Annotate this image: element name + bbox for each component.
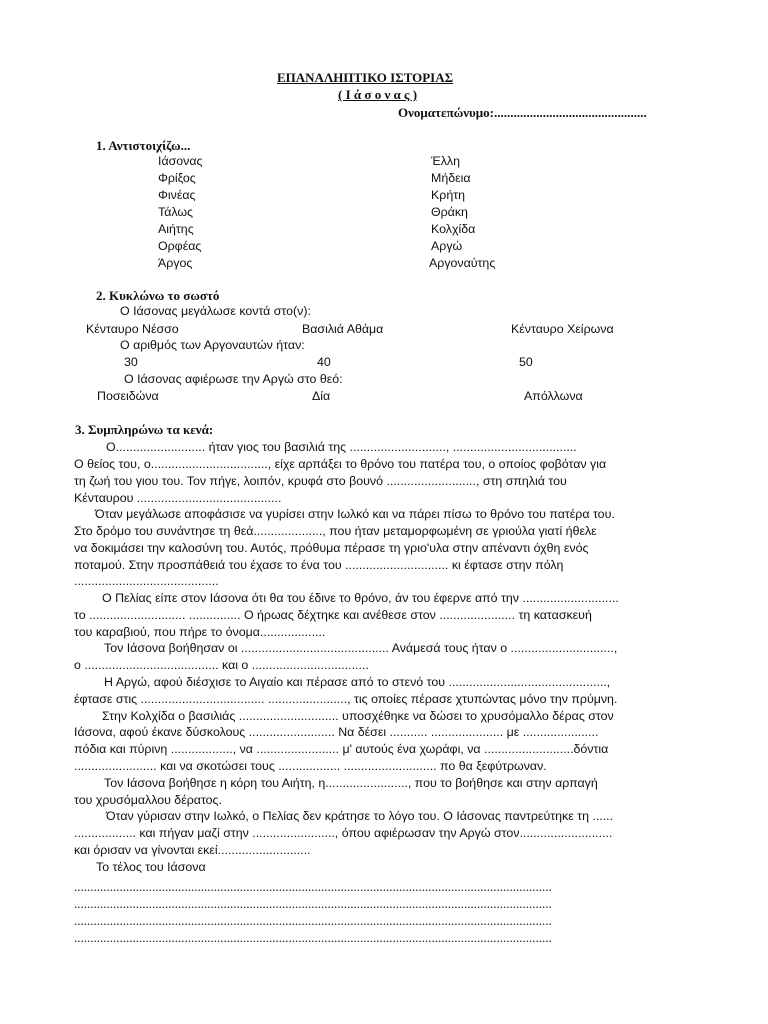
fill-line: .................. και πήγαν μαζί στην ........................, όπου αφιέρωσαν την Αργώ στον...........................	[74, 826, 613, 840]
fill-line: να δοκιμάσει την καλοσύνη του. Αυτός, πρόθυμα πέρασε τη γριο'υλα στην απέναντι όχθη ενός	[74, 541, 589, 555]
fill-line: Στην Κολχίδα ο βασιλιάς ............................. υποσχέθηκε να δώσει το χρυσόμαλλο δέρας στον	[102, 709, 614, 723]
fill-line: και όρισαν να γίνονται εκεί...........................	[74, 843, 311, 857]
fill-line: Κένταυρου ..........................................	[74, 491, 282, 505]
fill-line: Όταν γύρισαν στην Ιωλκό, ο Πελίας δεν κράτησε το λόγο του. Ο Ιάσονας παντρεύτηκε τη ......	[106, 809, 614, 823]
match-left-item: Άργος	[158, 256, 193, 270]
section2-heading: 2. Κυκλώνω το σωστό	[96, 288, 220, 303]
q3-option: Ποσειδώνα	[97, 389, 159, 403]
match-left-item: Ιάσονας	[158, 154, 203, 168]
q2-option: 50	[519, 355, 533, 369]
question-2: Ο αριθμός των Αργοναυτών ήταν:	[120, 338, 305, 352]
fill-line: έφτασε στις .................................... ......................., τις οποίες πέρασε χτυπώντας μόνο την πρύμνη.	[74, 692, 618, 706]
fill-line: Ο θείος του, ο.................................., είχε αρπάξει το θρόνο του πατέρα του, ο οποίος φοβόταν για	[74, 457, 607, 471]
fill-line: πόδια και πύρινη .................., να ........................ μ' αυτούς ένα χωράφι, να ..........................δόντια	[74, 742, 609, 756]
match-right-item: Έλλη	[431, 154, 460, 168]
name-label: Ονοματεπώνυμο:	[398, 105, 494, 120]
section3-heading: 3. Συμπληρώνω τα κενά:	[75, 422, 214, 437]
match-left-item: Φρίξος	[158, 171, 196, 185]
match-left-item: Ορφέας	[158, 239, 202, 253]
fill-line: του καραβιού, που πήρε το όνομα...................	[74, 625, 326, 639]
match-right-item: Αργοναύτης	[429, 256, 496, 270]
fill-line: το ............................ ............... Ο ήρωας δέχτηκε και ανέθεσε στον ...................... τη κατασκευή	[74, 608, 592, 622]
answer-dot-line: ...................................................................................................................................................	[74, 879, 552, 894]
question-3: Ο Ιάσονας αφιέρωσε την Αργώ στο θεό:	[124, 372, 343, 386]
fill-line: Ιάσονα, αφού έκανε δύσκολους ......................... Να δέσει ........... ..................... με ......................	[74, 725, 599, 739]
fill-line: ..........................................	[74, 574, 219, 588]
q3-option: Δία	[312, 389, 331, 403]
fill-line: Το τέλος του Ιάσονα	[96, 860, 206, 874]
match-right-item: Κρήτη	[431, 188, 465, 202]
fill-line: Τον Ιάσονα βοήθησαν οι ........................................... Ανάμεσά τους ήταν ο ..............................,	[104, 641, 618, 655]
name-field	[398, 105, 647, 121]
q1-option: Κένταυρο Χείρωνα	[511, 322, 614, 336]
match-right-item: Θράκη	[431, 205, 468, 219]
q3-option: Απόλλωνα	[524, 389, 583, 403]
fill-line: ........................ και να σκοτώσει τους .................. ........................... πο θα ξεφύτρωναν.	[74, 759, 547, 773]
fill-line: ο ....................................... και ο ..................................	[74, 658, 369, 672]
q1-option: Κένταυρο Νέσσο	[86, 322, 179, 336]
q2-option: 40	[317, 355, 331, 369]
answer-dot-line: ...................................................................................................................................................	[74, 913, 552, 928]
page-subtitle: ( Ι ά σ ο ν α ς )	[338, 87, 418, 102]
fill-line: του χρυσόμαλλου δέρατος.	[74, 793, 222, 807]
section1-heading: 1. Αντιστοιχίζω...	[96, 138, 191, 153]
fill-line: Όταν μεγάλωσε αποφάσισε να γυρίσει στην Ιωλκό και να πάρει πίσω το θρόνο του πατέρα του.	[95, 507, 615, 521]
fill-line: Ο.......................... ήταν γιος του βασιλιά της ............................, ....................................	[106, 440, 577, 454]
match-left-item: Αιήτης	[158, 222, 194, 236]
match-left-item: Φινέας	[158, 188, 196, 202]
answer-dot-line: ...................................................................................................................................................	[74, 896, 552, 911]
fill-line: ποταμού. Στην προσπάθειά του έχασε το ένα του .............................. κι έφτασε στην πόλη	[74, 558, 564, 572]
match-right-item: Μήδεια	[431, 171, 471, 185]
match-left-item: Τάλως	[158, 205, 194, 219]
q2-option: 30	[124, 355, 138, 369]
fill-line: Η Αργώ, αφού διέσχισε το Αιγαίο και πέρασε από το στενό του ..............................................,	[104, 675, 611, 689]
page-title: ΕΠΑΝΑΛΗΠΤΙΚΟ ΙΣΤΟΡΙΑΣ	[277, 70, 454, 85]
fill-line: Στο δρόμο του συνάντησε τη θεά...................., που ήταν μεταμορφωμένη σε γριούλα γιατί ήθελε	[74, 524, 597, 538]
question-1: Ο Ιάσονας μεγάλωσε κοντά στο(ν):	[120, 304, 311, 318]
match-right-item: Αργώ	[431, 239, 463, 253]
fill-line: τη ζωή του γιου του. Τον πήγε, λοιπόν, κρυφά στο βουνό .........................., στη σπηλιά του	[74, 474, 567, 488]
match-right-item: Κολχίδα	[431, 222, 476, 236]
fill-line: Ο Πελίας είπε στον Ιάσονα ότι θα του έδινε το θρόνο, άν του έφερνε από την ............................	[102, 591, 619, 605]
fill-line: Τον Ιάσονα βοήθησε η κόρη του Αιήτη, η........................, που το βοήθησε και στην αρπαγή	[104, 776, 598, 790]
answer-dot-line: ...................................................................................................................................................	[74, 930, 552, 945]
name-dots: ...............................................	[493, 105, 647, 120]
q1-option: Βασιλιά Αθάμα	[302, 322, 384, 336]
